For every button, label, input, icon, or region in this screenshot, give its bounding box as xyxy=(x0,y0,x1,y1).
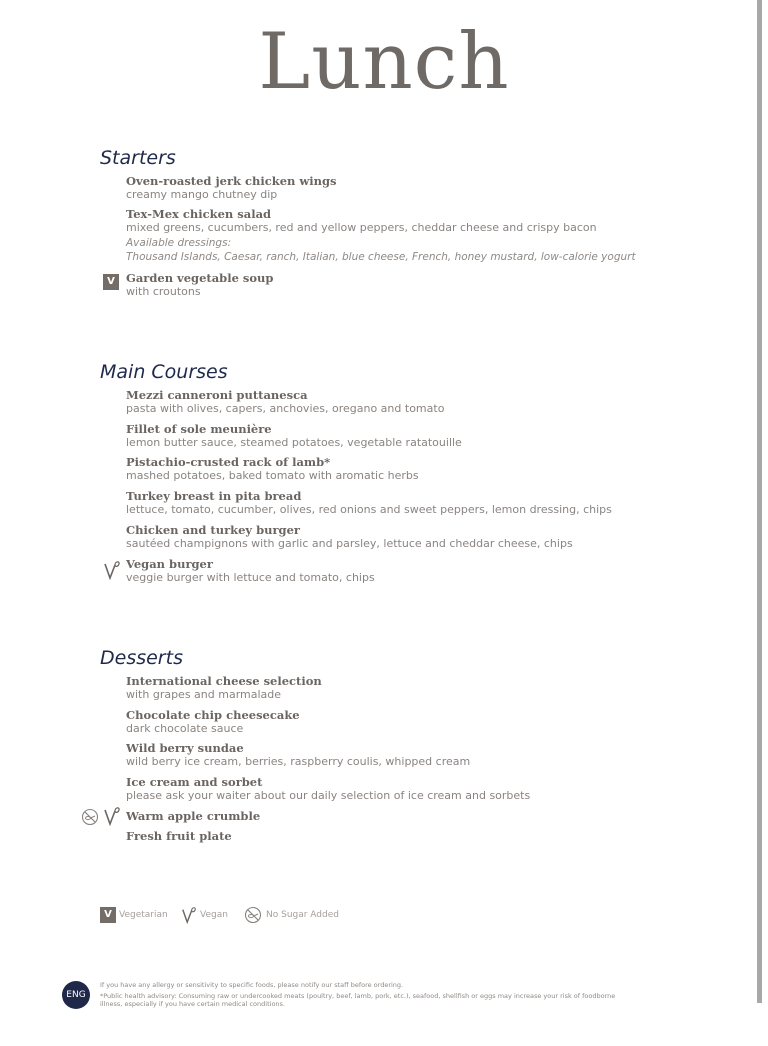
scrollbar[interactable] xyxy=(757,0,762,1003)
item-name: Chocolate chip cheesecake xyxy=(126,708,300,722)
no-sugar-added-icon xyxy=(244,906,262,924)
item-name: Fresh fruit plate xyxy=(126,829,232,843)
item-name: Mezzi canneroni puttanesca xyxy=(126,388,308,402)
legend-vegetarian: Vegetarian xyxy=(119,910,168,920)
section-title-main-courses: Main Courses xyxy=(100,361,228,383)
item-desc: mashed potatoes, baked tomato with aromatic herbs xyxy=(126,469,419,482)
language-badge[interactable]: ENG xyxy=(62,981,90,1009)
menu-item xyxy=(126,489,612,517)
item-desc: sautéed champignons with garlic and parsley, lettuce and cheddar cheese, chips xyxy=(126,537,573,550)
item-desc: wild berry ice cream, berries, raspberry coulis, whipped cream xyxy=(126,755,471,768)
item-name: Chicken and turkey burger xyxy=(126,523,300,537)
menu-item xyxy=(126,422,462,450)
item-name: Pistachio-crusted rack of lamb* xyxy=(126,455,331,469)
menu-item xyxy=(126,557,375,585)
allergy-notice: If you have any allergy or sensitivity to specific foods, please notify our staff before ordering. xyxy=(100,981,404,989)
menu-item xyxy=(126,809,260,823)
item-name: Vegan burger xyxy=(126,557,213,571)
vegetarian-icon: V xyxy=(100,907,116,923)
item-name: Wild berry sundae xyxy=(126,741,244,755)
item-desc: mixed greens, cucumbers, red and yellow peppers, cheddar cheese and crispy bacon xyxy=(126,221,597,234)
section-title-starters: Starters xyxy=(100,147,176,169)
item-desc: lettuce, tomato, cucumber, olives, red onions and sweet peppers, lemon dressing, chips xyxy=(126,503,612,516)
item-desc: with croutons xyxy=(126,285,201,298)
item-desc: please ask your waiter about our daily selection of ice cream and sorbets xyxy=(126,789,531,802)
menu-title: Lunch xyxy=(258,17,510,107)
menu-item xyxy=(126,523,573,551)
item-name: Turkey breast in pita bread xyxy=(126,489,302,503)
item-name: Tex-Mex chicken salad xyxy=(126,207,272,221)
menu-item xyxy=(126,271,273,299)
no-sugar-added-icon xyxy=(81,808,99,826)
vegan-icon xyxy=(103,560,121,580)
item-name: Garden vegetable soup xyxy=(126,271,274,285)
item-note-label: Available dressings: xyxy=(126,237,232,249)
menu-item xyxy=(126,775,530,803)
item-name: Ice cream and sorbet xyxy=(126,775,263,789)
vegetarian-icon: V xyxy=(103,274,119,290)
menu-item xyxy=(126,741,470,769)
vegan-icon xyxy=(103,806,121,826)
menu-item xyxy=(126,829,232,843)
item-name: International cheese selection xyxy=(126,674,322,688)
menu-item xyxy=(126,174,337,202)
menu-item xyxy=(126,207,636,264)
item-desc: lemon butter sauce, steamed potatoes, vegetable ratatouille xyxy=(126,436,462,449)
item-name: Warm apple crumble xyxy=(126,809,261,823)
item-desc: pasta with olives, capers, anchovies, oregano and tomato xyxy=(126,402,445,415)
menu-item xyxy=(126,674,322,702)
legend-no-sugar-added: No Sugar Added xyxy=(266,910,339,920)
health-advisory: *Public health advisory: Consuming raw or undercooked meats (poultry, beef, lamb, pork, etc.), seafood, shellfish or eggs may increase your risk of foodborne illness, especially if you have certain medical conditions. xyxy=(100,992,616,1008)
item-desc: veggie burger with lettuce and tomato, chips xyxy=(126,571,375,584)
legend-vegan: Vegan xyxy=(200,910,228,920)
item-note: Thousand Islands, Caesar, ranch, Italian, blue cheese, French, honey mustard, low-calorie yogurt xyxy=(126,251,636,263)
item-desc: with grapes and marmalade xyxy=(126,688,282,701)
item-name: Oven-roasted jerk chicken wings xyxy=(126,174,337,188)
menu-item xyxy=(126,388,444,416)
vegan-icon xyxy=(181,906,197,924)
item-desc: dark chocolate sauce xyxy=(126,722,244,735)
menu-item xyxy=(126,708,300,736)
item-desc: creamy mango chutney dip xyxy=(126,188,278,201)
menu-item xyxy=(126,455,419,483)
section-title-desserts: Desserts xyxy=(100,647,183,669)
item-name: Fillet of sole meunière xyxy=(126,422,272,436)
